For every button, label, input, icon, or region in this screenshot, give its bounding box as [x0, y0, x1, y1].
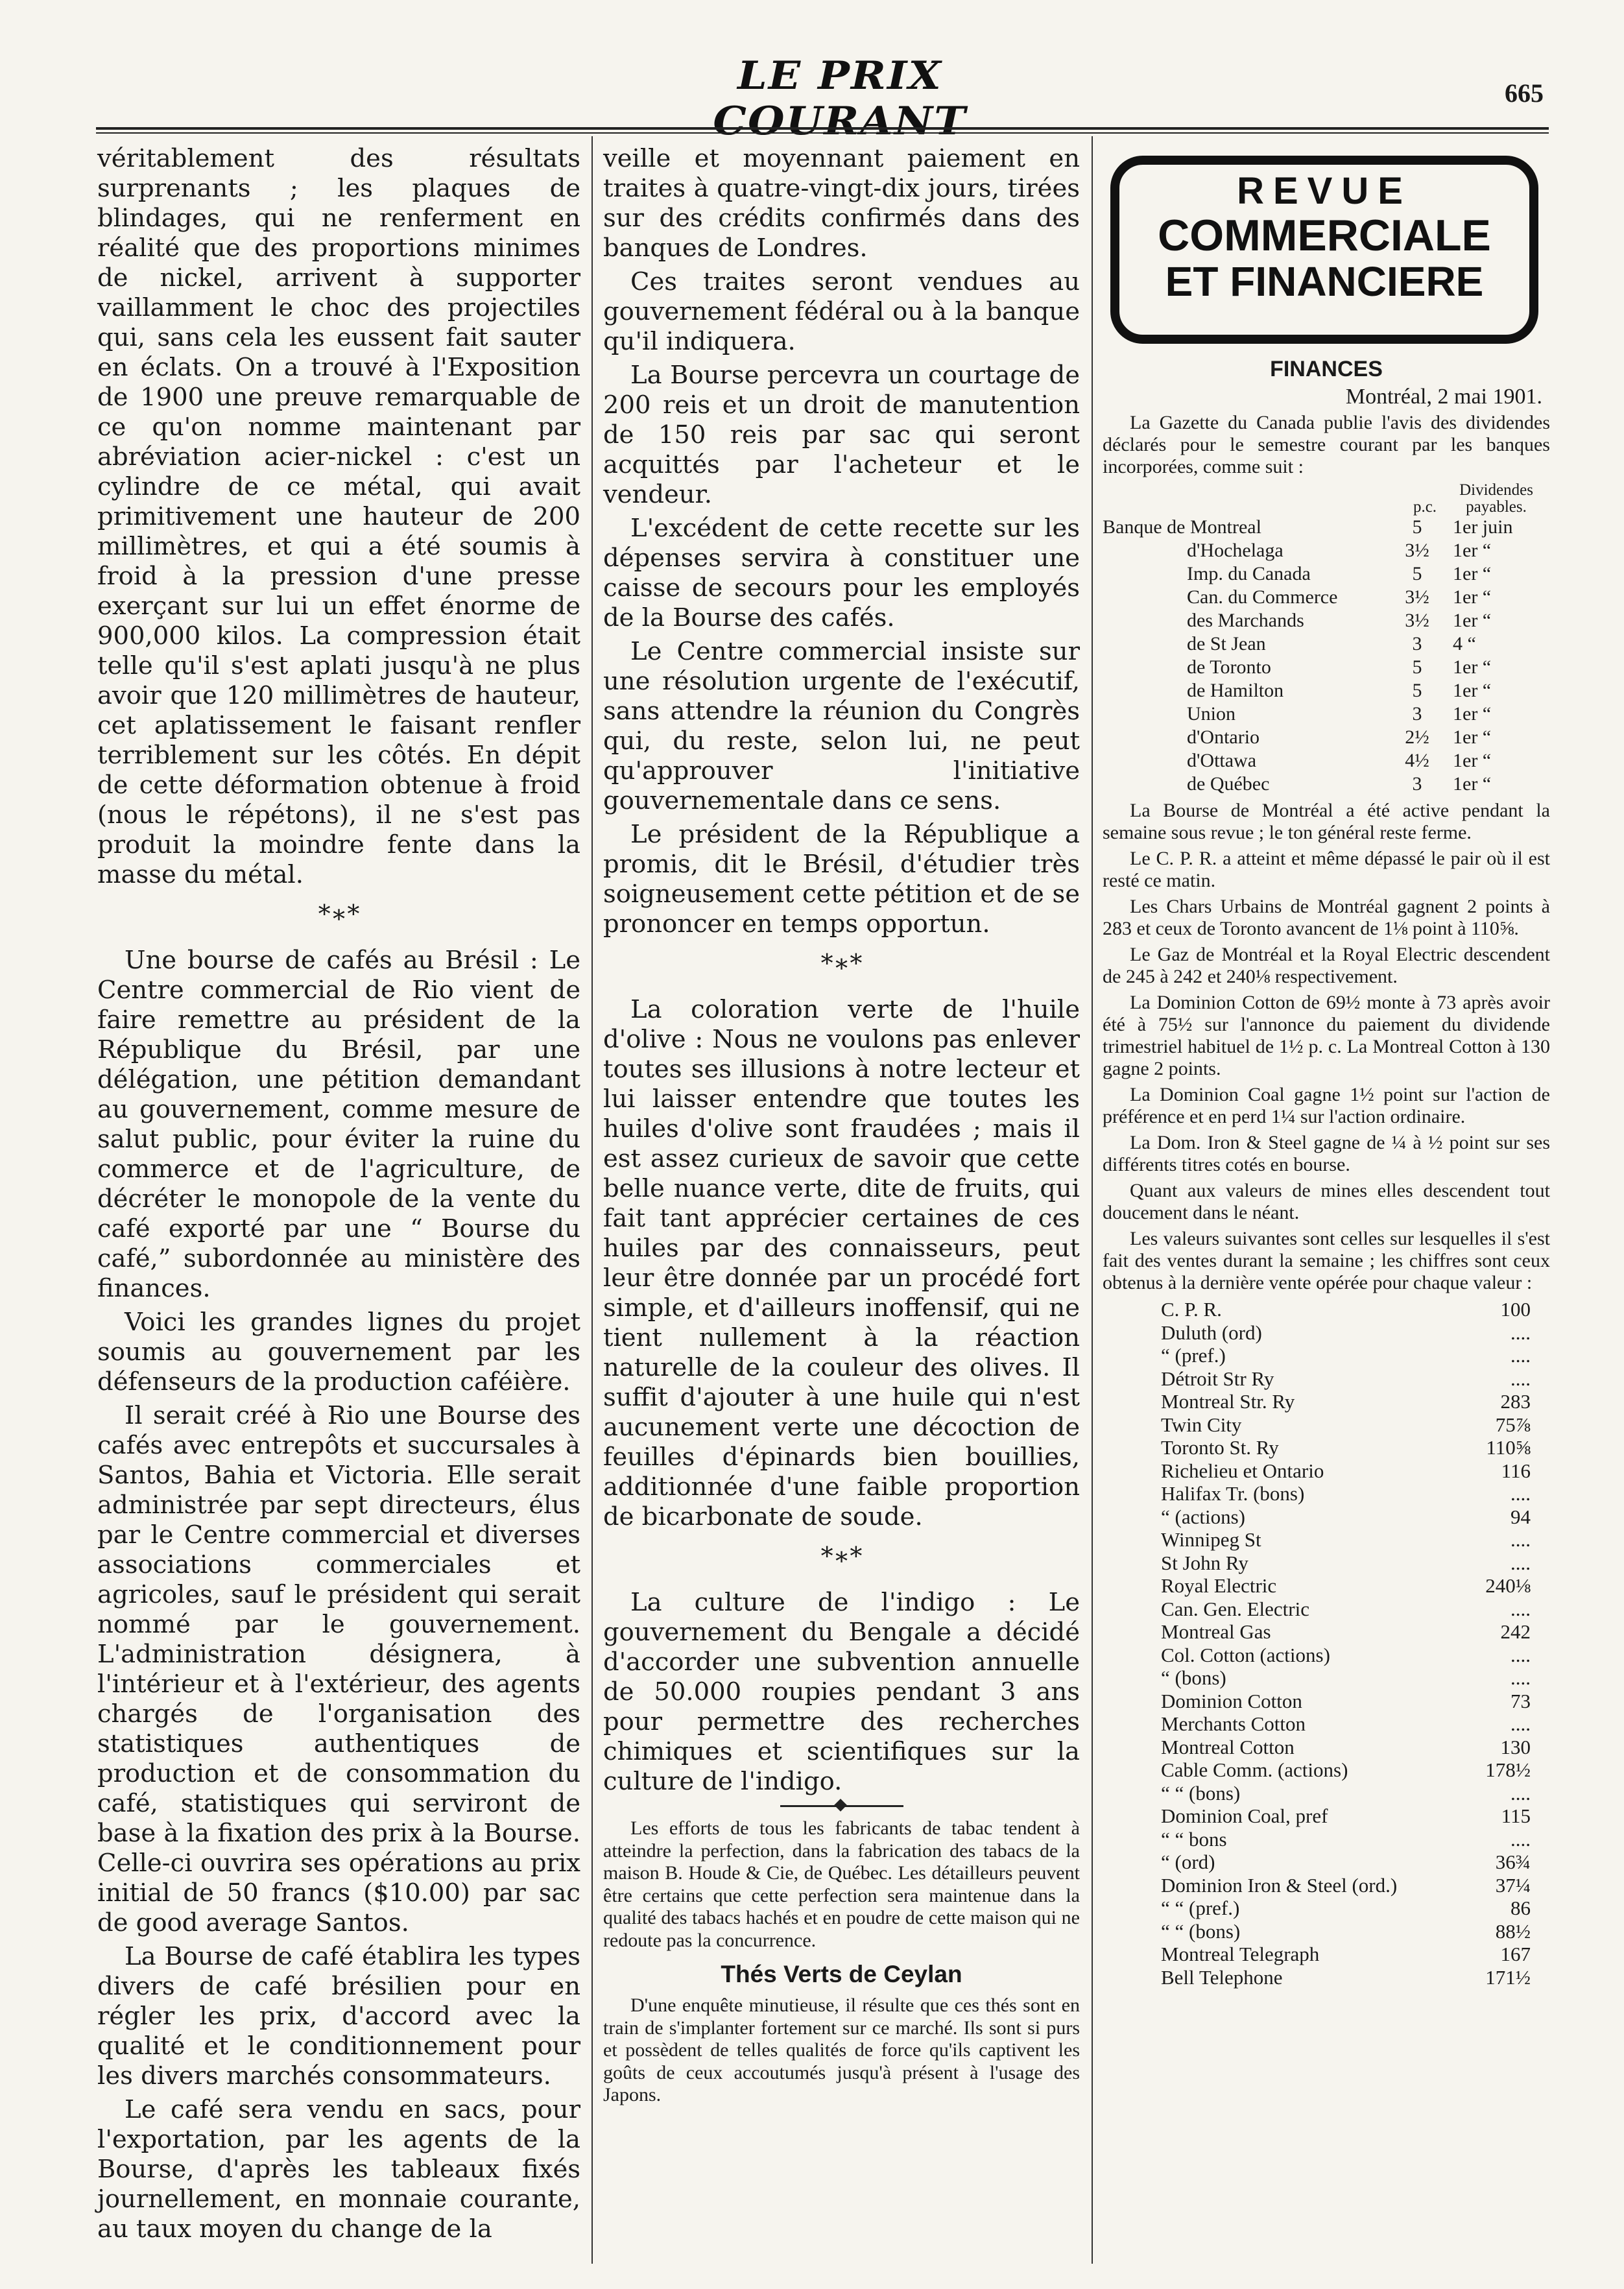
- stock-name: Col. Cotton (actions): [1161, 1643, 1330, 1666]
- stock-row: [1103, 1552, 1550, 1575]
- stock-price: 242: [1500, 1620, 1531, 1643]
- dividend-payable: 1er “: [1453, 750, 1492, 771]
- dividend-payable: 4 “: [1453, 633, 1476, 654]
- dividend-rate: 4½: [1405, 750, 1429, 771]
- stock-row: [1103, 1436, 1550, 1459]
- bank-name: d'Ottawa: [1187, 750, 1257, 771]
- dividends-header: [1103, 482, 1550, 516]
- stock-name: Montreal Str. Ry: [1161, 1390, 1295, 1413]
- dividend-payable: 1er “: [1453, 726, 1492, 748]
- bank-name: de St Jean: [1187, 633, 1266, 654]
- dividend-row: [1103, 562, 1550, 586]
- market-paragraph: La Dominion Cotton de 69½ monte à 73 après avoir été à 75½ sur l'annonce du paiement du dividende trimestriel habituel de 1½ p. c. La Montreal Cotton à 130 gagne 2 points.: [1103, 992, 1550, 1079]
- stock-row: [1103, 1644, 1550, 1667]
- bank-name: des Marchands: [1187, 610, 1304, 631]
- stock-price: 167: [1500, 1943, 1531, 1965]
- dividend-rate: 5: [1412, 563, 1422, 584]
- stock-name: Dominion Coal, pref: [1161, 1804, 1328, 1827]
- stock-row: [1103, 1413, 1550, 1437]
- market-paragraph: La Dominion Coal gagne 1½ point sur l'action de préférence et en perd 1¼ sur l'action ordinaire.: [1103, 1084, 1550, 1127]
- stock-row: [1103, 1620, 1550, 1644]
- stock-row: [1103, 1666, 1550, 1690]
- stock-row: [1103, 1528, 1550, 1552]
- bank-name: Banque de Montreal: [1103, 516, 1261, 538]
- stock-name: Halifax Tr. (bons): [1161, 1482, 1305, 1505]
- stock-name: “ (pref.): [1161, 1344, 1226, 1367]
- dividend-rate: 5: [1412, 680, 1422, 701]
- stock-price: 115: [1501, 1804, 1531, 1827]
- stock-row: [1103, 1367, 1550, 1391]
- stock-price: 116: [1501, 1459, 1531, 1482]
- tabac-paragraph: Les efforts de tous les fabricants de tabac tendent à atteindre la perfection, dans la fabrication des tabacs de la maison B. Houde & Cie, de Québec. Les détailleurs peuvent être certains que cette perfection sera maintenue dans la qualité des tabacs hachés et en poudre de cette maison qui ne redoute pas la concurrence.: [603, 1817, 1080, 1951]
- stock-price: 37¼: [1495, 1873, 1531, 1897]
- stock-row: [1103, 1828, 1550, 1851]
- bourse-paragraph-2: Voici les grandes lignes du projet soumis au gouvernement par les défenseurs de la production caféière.: [97, 1308, 580, 1396]
- bourse-cont-paragraph-5: Le Centre commercial insiste sur une résolution urgente de l'exécutif, sans attendre la réunion du Congrès qui, du reste, selon lui, ne peut qu'approuver l'initiative gouvernementale dans ce sens.: [603, 637, 1080, 815]
- market-commentary: [1103, 800, 1550, 1294]
- dividend-row: [1103, 749, 1550, 773]
- dividend-rate: 3: [1412, 703, 1422, 725]
- stock-price: 75⅞: [1495, 1413, 1531, 1436]
- finances-title: FINANCES: [1270, 357, 1383, 381]
- dividend-payable: 1er “: [1453, 586, 1492, 608]
- market-paragraph: Les Chars Urbains de Montréal gagnent 2 points à 283 et ceux de Toronto avancent de 1⅛ point à 110⅝.: [1103, 896, 1550, 939]
- section-stars: *∗*: [820, 1542, 863, 1570]
- column-1: [97, 144, 580, 2248]
- stock-name: Bell Telephone: [1161, 1965, 1283, 1989]
- bank-name: de Québec: [1187, 773, 1270, 795]
- stock-row: [1103, 1712, 1550, 1736]
- stock-row: [1103, 1943, 1550, 1966]
- stock-price: ....: [1511, 1321, 1531, 1344]
- stock-row: [1103, 1598, 1550, 1621]
- stock-name: St John Ry: [1161, 1551, 1248, 1574]
- stock-price: ....: [1511, 1712, 1531, 1735]
- dividend-payable: 1er juin: [1453, 516, 1513, 538]
- dividend-row: [1103, 632, 1550, 656]
- stock-row: [1103, 1804, 1550, 1828]
- stock-name: Merchants Cotton: [1161, 1712, 1306, 1735]
- stock-price: 88½: [1495, 1919, 1531, 1943]
- market-paragraph: Quant aux valeurs de mines elles descendent tout doucement dans le néant.: [1103, 1180, 1550, 1223]
- column-rule-2: [1092, 136, 1093, 2264]
- stock-name: Duluth (ord): [1161, 1321, 1262, 1344]
- stock-price: 171½: [1485, 1965, 1531, 1989]
- the-paragraph: D'une enquête minutieuse, il résulte que ces thés sont en train de s'implanter fortement sur ce marché. Ils sont si purs et possèdent de telles qualités de force qu'ils captivent les goûts de ceux accoutumés jusqu'à présent à l'usage des Japons.: [603, 1995, 1080, 2105]
- stock-price: ....: [1511, 1551, 1531, 1574]
- tabac-notice: [603, 1817, 1080, 1952]
- stock-name: Dominion Iron & Steel (ord.): [1161, 1873, 1398, 1897]
- bourse-cont-paragraph-6: Le président de la République a promis, dit le Brésil, d'étudier très soigneusement cette pétition et de se prononcer en temps opportun.: [603, 820, 1080, 939]
- stock-row: [1103, 1321, 1550, 1345]
- column-3: [1103, 144, 1550, 1989]
- stock-name: Détroit Str Ry: [1161, 1367, 1274, 1390]
- stock-name: C. P. R.: [1161, 1298, 1222, 1321]
- bank-name: Imp. du Canada: [1187, 563, 1311, 584]
- stock-row: [1103, 1298, 1550, 1321]
- stock-price: ....: [1511, 1781, 1531, 1804]
- dividend-payable: 1er “: [1453, 703, 1492, 725]
- stock-name: Dominion Cotton: [1161, 1689, 1302, 1712]
- dividend-row: [1103, 586, 1550, 609]
- dividend-payable: 1er “: [1453, 656, 1492, 678]
- indigo-paragraph: La culture de l'indigo : Le gouvernement du Bengale a décidé d'accorder une subvention annuelle de 50.000 roupies pendant 3 ans pour permettre des recherches chimiques et scientifiques sur la culture de l'indigo.: [603, 1588, 1080, 1796]
- dividend-row: [1103, 516, 1550, 539]
- stock-name: “ (actions): [1161, 1505, 1245, 1528]
- stock-price: 86: [1511, 1897, 1531, 1919]
- stock-price: 130: [1500, 1735, 1531, 1758]
- stock-row: [1103, 1851, 1550, 1874]
- olive-paragraph: La coloration verte de l'huile d'olive : Nous ne voulons pas enlever toutes ses illusions à notre lecteur et lui laisser entendre que toutes les huiles d'olive sont fraudées ; mais il est assez curieux de savoir que cette belle nuance verte, dite de fruits, qui fait tant apprécier certaines de ces huiles par des connaisseurs, peut leur être donnée par un procédé fort simple, et d'ailleurs inoffensif, qui ne tient nullement à la réaction naturelle de la couleur des olives. Il suffit d'ajouter à une huile qui n'est aucunement verte une décoction de feuilles d'épinards bien bouillies, additionnée d'une faible proportion de bicarbonate de soude.: [603, 995, 1080, 1531]
- stock-price: ....: [1511, 1528, 1531, 1551]
- stock-name: Winnipeg St: [1161, 1528, 1261, 1551]
- bourse-paragraph-1: Une bourse de cafés au Brésil : Le Centre commercial de Rio vient de faire remettre au président de la République du Brésil, par une délégation, une pétition demandant au gouvernement, comme mesure de salut public, pour éviter la ruine du commerce et de l'agriculture, de décréter le monopole de la vente du café exporté par une “ Bourse du café,” subordonnée au ministère des finances.: [97, 946, 580, 1303]
- dividend-row: [1103, 726, 1550, 749]
- bank-name: d'Hochelaga: [1187, 540, 1284, 561]
- stock-price: 283: [1500, 1390, 1531, 1413]
- dividend-rate: 5: [1412, 516, 1422, 538]
- stock-name: “ “ (bons): [1161, 1781, 1241, 1804]
- stock-name: “ (bons): [1161, 1666, 1226, 1689]
- stock-price: ....: [1511, 1827, 1531, 1851]
- stock-price: 94: [1511, 1505, 1531, 1528]
- stock-row: [1103, 1690, 1550, 1713]
- section-stars: *∗*: [318, 900, 360, 928]
- revue-commerciale-banner: [1110, 156, 1538, 344]
- dividends-intro: La Gazette du Canada publie l'avis des dividendes déclarés pour le semestre courant par les banques incorporées, comme suit :: [1103, 412, 1550, 477]
- stock-row: [1103, 1574, 1550, 1598]
- dividend-payable: 1er “: [1453, 680, 1492, 701]
- ornament-divider: [780, 1802, 903, 1810]
- stock-name: Cable Comm. (actions): [1161, 1758, 1348, 1781]
- dividend-rate: 3½: [1405, 610, 1429, 631]
- bourse-paragraph-4: La Bourse de café établira les types divers de café brésilien pour en régler les prix, d'accord avec la qualité et le conditionnement pour les divers marchés consommateurs.: [97, 1942, 580, 2091]
- stock-name: Richelieu et Ontario: [1161, 1459, 1324, 1482]
- revue-line-2: COMMERCIALE: [1158, 211, 1491, 260]
- stock-name: Montreal Gas: [1161, 1620, 1271, 1643]
- stock-row: [1103, 1897, 1550, 1920]
- stock-row: [1103, 1966, 1550, 1989]
- dividend-row: [1103, 539, 1550, 562]
- top-rule: [96, 127, 1549, 134]
- header-rate: p.c.: [1413, 498, 1437, 516]
- market-paragraph: Le Gaz de Montréal et la Royal Electric descendent de 245 à 242 et 240⅛ respectivement.: [1103, 944, 1550, 987]
- stock-price: ....: [1511, 1643, 1531, 1666]
- bank-name: Can. du Commerce: [1187, 586, 1338, 608]
- dividend-row: [1103, 702, 1550, 726]
- dividend-rate: 3½: [1405, 586, 1429, 608]
- masthead-logo: LE PRIX COURANT: [713, 53, 967, 144]
- stock-price: 36¾: [1495, 1851, 1531, 1873]
- bourse-cont-paragraph-3: La Bourse percevra un courtage de 200 reis et un droit de manutention de 150 reis par sac qui seront acquittés par l'acheteur et le vendeur.: [603, 361, 1080, 509]
- stock-prices-table: [1103, 1298, 1550, 1989]
- stock-row: [1103, 1758, 1550, 1782]
- stock-price: 240⅛: [1485, 1574, 1531, 1597]
- stock-price: 100: [1500, 1298, 1531, 1321]
- dividend-payable: 1er “: [1453, 540, 1492, 561]
- stock-row: [1103, 1874, 1550, 1897]
- bourse-paragraph-3: Il serait créé à Rio une Bourse des cafés avec entrepôts et succursales à Santos, Bahia et Victoria. Elle serait administrée par sept directeurs, élus par le Centre commercial et diverses associations commerciales et agricoles, sauf le président qui serait nommé par le gouvernement. L'administration désignera, à l'intérieur et à l'extérieur, des agents chargés de l'organisation des statistiques authentiques de production et de consommation du café, statistiques qui serviront de base à la fixation des prix à la Bourse. Celle-ci ouvrira ses opérations au prix initial de 50 francs ($10.00) par sac de good average Santos.: [97, 1401, 580, 1937]
- page-number: 665: [1505, 78, 1544, 108]
- bank-name: d'Ontario: [1187, 726, 1260, 748]
- dividend-row: [1103, 609, 1550, 632]
- stock-name: Montreal Telegraph: [1161, 1943, 1320, 1965]
- the-notice: [603, 1995, 1080, 2107]
- stock-row: [1103, 1782, 1550, 1805]
- market-paragraph: La Bourse de Montréal a été active pendant la semaine sous revue ; le ton général reste ferme.: [1103, 800, 1550, 843]
- dividend-payable: 1er “: [1453, 773, 1492, 795]
- bourse-cont-paragraph-4: L'excédent de cette recette sur les dépenses servira à constituer une caisse de secours pour les employés de la Bourse des cafés.: [603, 514, 1080, 632]
- stock-row: [1103, 1736, 1550, 1759]
- dividend-rate: 3½: [1405, 540, 1429, 561]
- bourse-cont-paragraph-1: veille et moyennant paiement en traites à quatre-vingt-dix jours, tirées sur des crédits confirmés dans des banques de Londres.: [603, 144, 1080, 263]
- stock-name: Can. Gen. Electric: [1161, 1597, 1309, 1620]
- column-2: [603, 144, 1080, 2111]
- stock-row: [1103, 1482, 1550, 1505]
- stock-price: 73: [1511, 1689, 1531, 1712]
- stock-name: “ (ord): [1161, 1851, 1215, 1873]
- stock-row: [1103, 1390, 1550, 1413]
- dividend-rate: 3: [1412, 633, 1422, 654]
- stock-price: ....: [1511, 1344, 1531, 1367]
- revue-line-1: REVUE: [1237, 170, 1412, 212]
- stock-row: [1103, 1920, 1550, 1943]
- stock-price: 178½: [1485, 1758, 1531, 1781]
- stock-price: ....: [1511, 1367, 1531, 1390]
- dividend-rate: 2½: [1405, 726, 1429, 748]
- stock-name: Twin City: [1161, 1413, 1242, 1436]
- stock-price: ....: [1511, 1666, 1531, 1689]
- stock-name: “ “ (pref.): [1161, 1897, 1240, 1919]
- market-paragraph: La Dom. Iron & Steel gagne de ¼ à ½ point sur ses différents titres cotés en bourse.: [1103, 1132, 1550, 1175]
- stock-price: 110⅝: [1486, 1436, 1531, 1459]
- dividend-row: [1103, 773, 1550, 796]
- dividend-rate: 3: [1412, 773, 1422, 795]
- finances-intro: [1103, 412, 1550, 478]
- dateline: Montréal, 2 mai 1901.: [1345, 385, 1542, 409]
- bank-name: de Toronto: [1187, 656, 1271, 678]
- revue-line-3: ET FINANCIERE: [1165, 258, 1484, 305]
- bourse-paragraph-5: Le café sera vendu en sacs, pour l'exportation, par les agents de la Bourse, d'après les tableaux fixés journellement, en monnaie courante, au taux moyen du change de la: [97, 2095, 580, 2244]
- dividends-table: [1103, 516, 1550, 796]
- dividend-row: [1103, 656, 1550, 679]
- the-section-title: Thés Verts de Ceylan: [721, 1961, 962, 1987]
- bank-name: Union: [1187, 703, 1236, 725]
- market-paragraph: Le C. P. R. a atteint et même dépassé le pair où il est resté ce matin.: [1103, 848, 1550, 891]
- dividend-payable: 1er “: [1453, 563, 1492, 584]
- stock-row: [1103, 1505, 1550, 1529]
- nickel-paragraph: véritablement des résultats surprenants ; les plaques de blindages, qui ne renferment en réalité que des proportions minimes de nickel, arrivent à supporter vaillamment le choc des projectiles qui, sans cela les eussent fait sauter en éclats. On a trouvé à l'Exposition de 1900 une preuve remarquable de ce qu'on nomme maintenant par abréviation acier-nickel : c'est un cylindre de ce métal, qui avait primitivement une hauteur de 200 millimètres, et qui a été soumis à froid à la pression d'une presse exerçant sur lui un effet énorme de 900,000 kilos. La compression était telle qu'il s'est aplati jusqu'à ne plus avoir que 120 millimètres de hauteur, cet aplatissement le faisant renfler terriblement sur les côtés. En dépit de cette déformation obtenue à froid (nous le répétons), il ne s'est pas produit la moindre fente dans la masse du métal.: [97, 144, 580, 889]
- bourse-cont-paragraph-2: Ces traites seront vendues au gouvernement fédéral ou à la banque qu'il indiquera.: [603, 267, 1080, 356]
- stock-name: Royal Electric: [1161, 1574, 1277, 1597]
- stock-name: “ “ bons: [1161, 1827, 1227, 1851]
- header-payable: Dividendes payables.: [1459, 481, 1533, 516]
- dividend-rate: 5: [1412, 656, 1422, 678]
- stock-name: Toronto St. Ry: [1161, 1436, 1279, 1459]
- stock-price: ....: [1511, 1597, 1531, 1620]
- stock-row: [1103, 1459, 1550, 1483]
- section-stars: *∗*: [820, 949, 863, 977]
- market-paragraph: Les valeurs suivantes sont celles sur lesquelles il s'est fait des ventes durant la semaine ; les chiffres sont ceux obtenus à la dernière vente opérée pour chaque valeur :: [1103, 1228, 1550, 1293]
- stock-row: [1103, 1344, 1550, 1367]
- bank-name: de Hamilton: [1187, 680, 1284, 701]
- stock-name: Montreal Cotton: [1161, 1735, 1295, 1758]
- stock-name: “ “ (bons): [1161, 1919, 1241, 1943]
- dividend-payable: 1er “: [1453, 610, 1492, 631]
- column-rule-1: [591, 136, 593, 2264]
- dividend-row: [1103, 679, 1550, 702]
- stock-price: ....: [1511, 1482, 1531, 1505]
